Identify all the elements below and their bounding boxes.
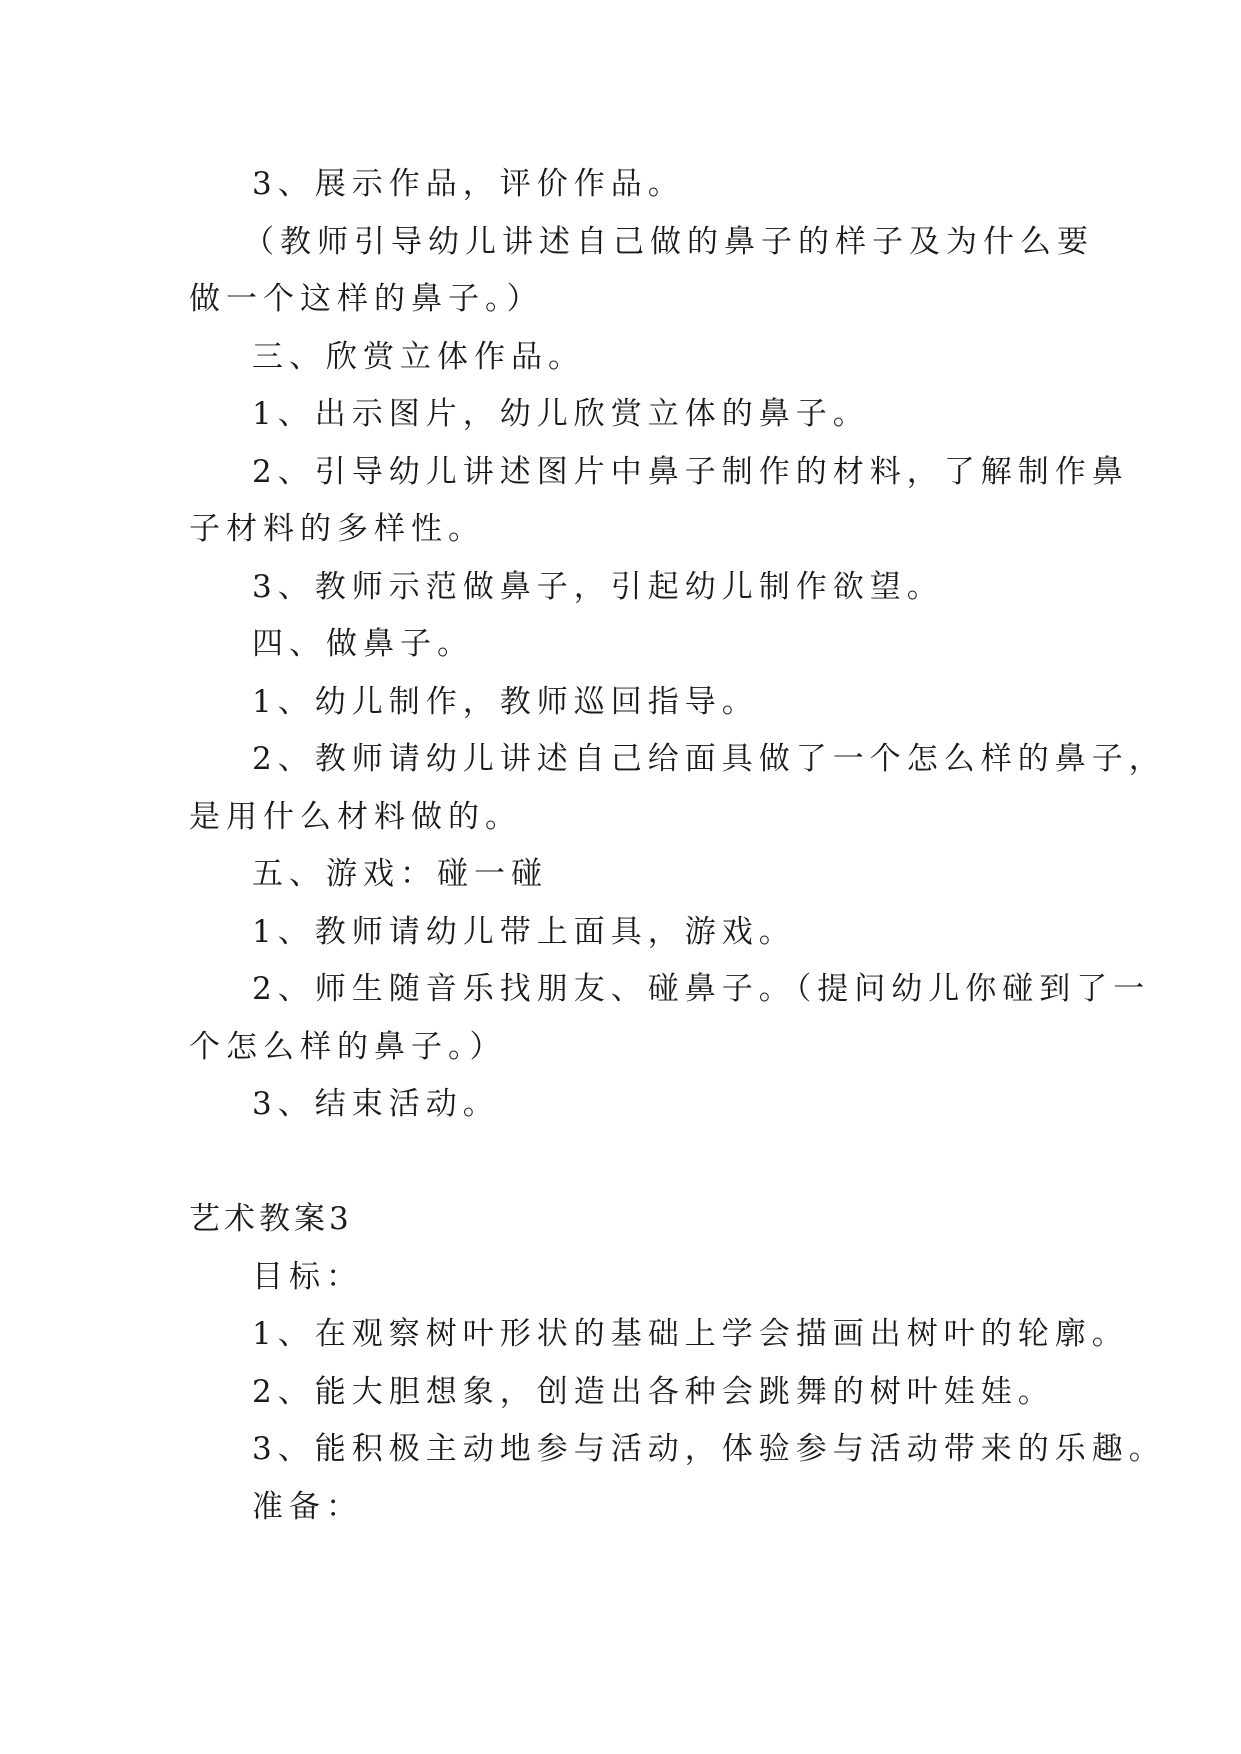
paragraph-line: 1、在观察树叶形状的基础上学会描画出树叶的轮廓。 — [252, 1316, 1129, 1352]
section-heading: 四、做鼻子。 — [252, 626, 474, 662]
paragraph-line: 2、能大胆想象，创造出各种会跳舞的树叶娃娃。 — [252, 1374, 1055, 1410]
paragraph-line: 2、教师请幼儿讲述自己给面具做了一个怎么样的鼻子， — [252, 741, 1166, 777]
paragraph-line: 2、师生随音乐找朋友、碰鼻子。（提问幼儿你碰到了一 — [252, 971, 1151, 1007]
paragraph-line: 是用什么材料做的。 — [189, 799, 522, 835]
section-heading: 三、欣赏立体作品。 — [252, 339, 585, 375]
paragraph-line: 2、引导幼儿讲述图片中鼻子制作的材料，了解制作鼻 — [252, 454, 1129, 490]
section-heading: 准备： — [252, 1489, 363, 1525]
paragraph-line: （教师引导幼儿讲述自己做的鼻子的样子及为什么要 — [243, 224, 1094, 260]
paragraph-line: 子材料的多样性。 — [189, 511, 485, 547]
paragraph-line: 3、展示作品，评价作品。 — [252, 166, 685, 202]
paragraph-line: 1、出示图片，幼儿欣赏立体的鼻子。 — [252, 396, 870, 432]
paragraph-line: 3、结束活动。 — [252, 1086, 500, 1122]
paragraph-line: 个怎么样的鼻子。） — [189, 1029, 507, 1065]
lesson-title: 艺术教案3 — [189, 1201, 353, 1237]
paragraph-line: 做一个这样的鼻子。） — [189, 281, 544, 317]
paragraph-line: 1、教师请幼儿带上面具，游戏。 — [252, 914, 796, 950]
paragraph-line: 3、教师示范做鼻子，引起幼儿制作欲望。 — [252, 569, 944, 605]
section-heading: 五、游戏：碰一碰 — [252, 856, 548, 892]
section-heading: 目标： — [252, 1259, 363, 1295]
paragraph-line: 3、能积极主动地参与活动，体验参与活动带来的乐趣。 — [252, 1431, 1166, 1467]
paragraph-line: 1、幼儿制作，教师巡回指导。 — [252, 684, 759, 720]
